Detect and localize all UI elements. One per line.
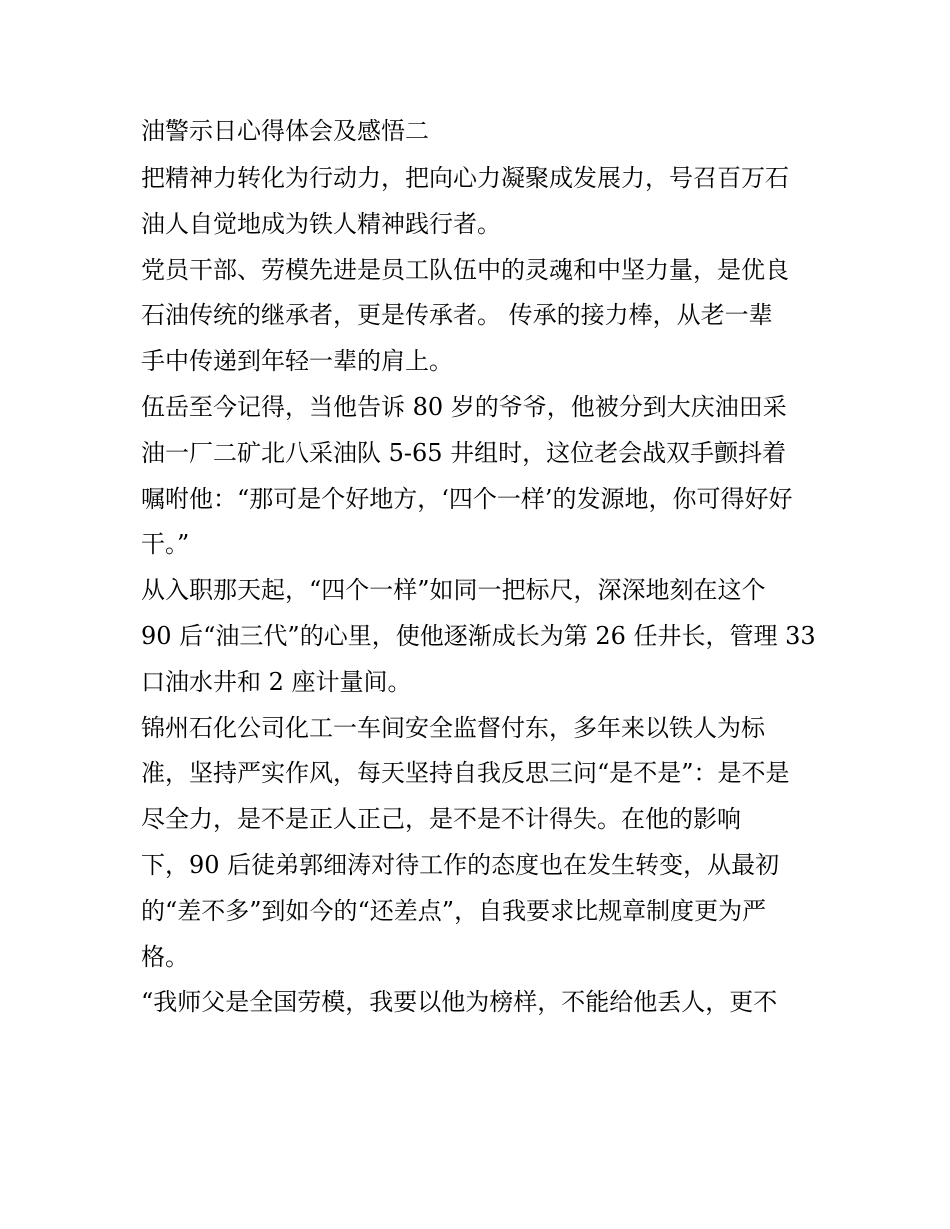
text-line: 嘱咐他：“那可是个好地方，‘四个一样’的发源地，你可得好好 [141,484,793,513]
paragraph-1 [141,156,813,248]
document-title: 油警示日心得体会及感悟二 [141,117,429,145]
text-line: 油一厂二矿北八采油队 5-65 井组时，这位老会战双手颤抖着 [141,438,787,467]
paragraph-4 [141,568,816,705]
text-line: 90 后“油三代”的心里，使他逐渐成长为第 26 任井长，管理 33 [141,621,816,650]
text-line: 伍岳至今记得，当他告诉 80 岁的爷爷，他被分到大庆油田采 [141,392,787,421]
text-line: 从入职那天起，“四个一样”如同一把标尺，深深地刻在这个 [141,576,766,605]
text-line: 锦州石化公司化工一车间安全监督付东，多年来以铁人为标 [141,713,765,742]
text-line: 准，坚持严实作风，每天坚持自我反思三问“是不是”：是不是 [141,759,790,788]
paragraph-3 [141,385,813,568]
paragraph-2 [141,248,813,385]
text-line: “我师父是全国劳模，我要以他为榜样，不能给他丢人，更不 [141,988,778,1017]
text-line: 把精神力转化为行动力，把向心力凝聚成发展力，号召百万石 [141,164,789,192]
document-body [141,106,816,1026]
paragraph-5 [141,706,813,981]
text-line: 口油水井和 2 座计量间。 [141,667,412,696]
paragraph-6 [141,980,813,1026]
text-line: 党员干部、劳模先进是员工队伍中的灵魂和中坚力量，是优良 [141,255,789,284]
text-line: 格。 [141,942,189,971]
text-line: 尽全力，是不是正人正己，是不是不计得失。在他的影响 [141,805,741,834]
text-line: 干。” [141,530,190,559]
text-line: 石油传统的继承者，更是传承者。 传承的接力棒，从老一辈 [141,301,773,330]
text-line: 油人自觉地成为铁人精神践行者。 [141,209,501,238]
text-line: 下，90 后徒弟郭细涛对待工作的态度也在发生转变，从最初 [141,850,780,879]
text-line: 手中传递到年轻一辈的肩上。 [141,347,453,376]
text-line: 的“差不多”到如今的“还差点”，自我要求比规章制度更为严 [141,896,767,925]
